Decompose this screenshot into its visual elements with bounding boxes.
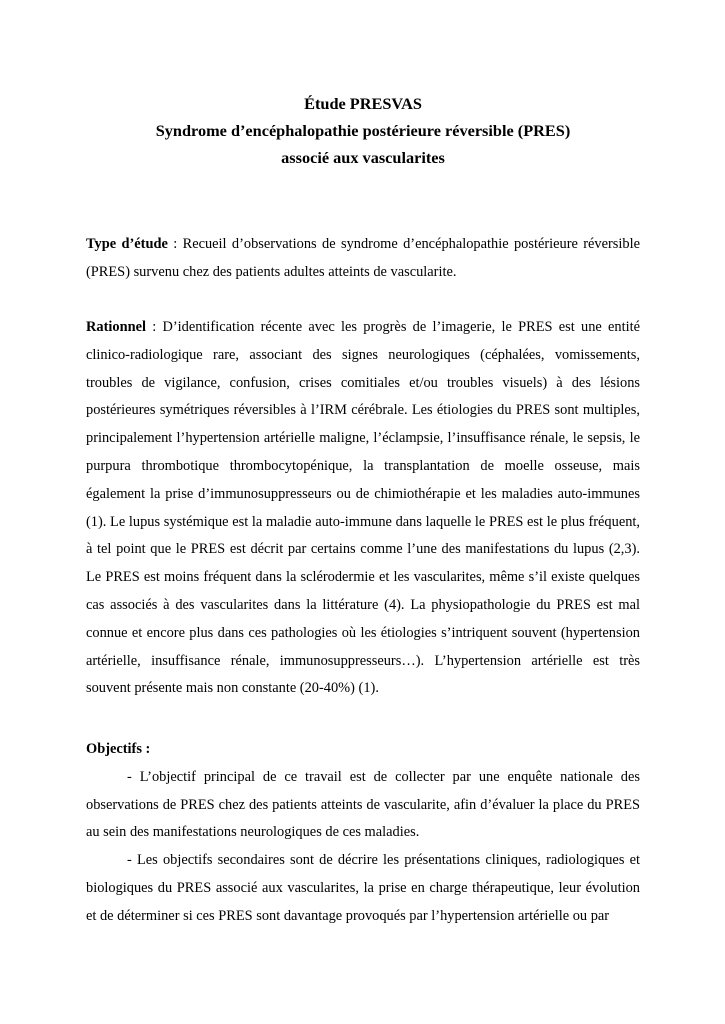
rationale-paragraph (86, 314, 640, 703)
rationale-label: Rationnel (86, 319, 146, 335)
document-title (86, 90, 640, 171)
title-line-1: Étude PRESVAS (304, 94, 422, 113)
document-page (86, 0, 640, 1024)
study-type-paragraph (86, 231, 640, 287)
rationale-section (86, 314, 640, 703)
primary-objective: - L’objectif principal de ce travail est de collecter par une enquête nationale des observations de PRES chez des patients atteints de vascularite, afin d’évaluer la place du PRES au sein des manifestations neurologiques de ces maladies. (86, 768, 640, 841)
objectives-heading: Objectifs : (86, 741, 151, 757)
secondary-objectives: - Les objectifs secondaires sont de décrire les présentations cliniques, radiologiques et biologiques du PRES associé aux vascularites, la prise en charge thérapeutique, leur évolution et de déterminer si ces PRES sont davantage provoqués par l’hypertension artérielle ou par (86, 852, 640, 924)
study-type-section (86, 231, 640, 287)
objectives-section (86, 736, 640, 931)
title-line-2: Syndrome d’encéphalopathie postérieure réversible (PRES) (155, 121, 571, 140)
study-type-label: Type d’étude (86, 236, 168, 252)
study-type-text: : Recueil d’observations de syndrome d’encéphalopathie postérieure réversible (PRES) survenu chez des patients adultes atteints de vascularite. (86, 236, 640, 280)
title-line-3: associé aux vascularites (281, 148, 445, 167)
rationale-text: : D’identification récente avec les progrès de l’imagerie, le PRES est une entité clinico-radiologique rare, associant des signes neurologiques (céphalées, vomissements, troubles de vigilance, confusion, crises comitiales et/ou troubles visuels) à des lésions postérieures symétriques réversibles à l’IRM cérébrale. Les étiologies du PRES sont multiples, principalement l’hypertension artérielle maligne, l’éclampsie, l’insuffisance rénale, le sepsis, le purpura thrombotique thrombocytopénique, la transplantation de moelle osseuse, mais également la prise d’immunosuppresseurs ou de chimiothérapie et les maladies auto-immunes (1). Le lupus systémique est la maladie auto-immune dans laquelle le PRES est le plus fréquent, à tel point que le PRES est décrit par certains comme l’une des manifestations du lupus (2,3). Le PRES est moins fréquent dans la sclérodermie et les vascularites, même s’il existe quelques cas associés à des vascularites dans la littérature (4). La physiopathologie du PRES est mal connue et encore plus dans ces pathologies où les étiologies s’intriquent souvent (hypertension artérielle, insuffisance rénale, immunosuppresseurs…). L’hypertension artérielle est très souvent présente mais non constante (20-40%) (1). (86, 319, 640, 697)
